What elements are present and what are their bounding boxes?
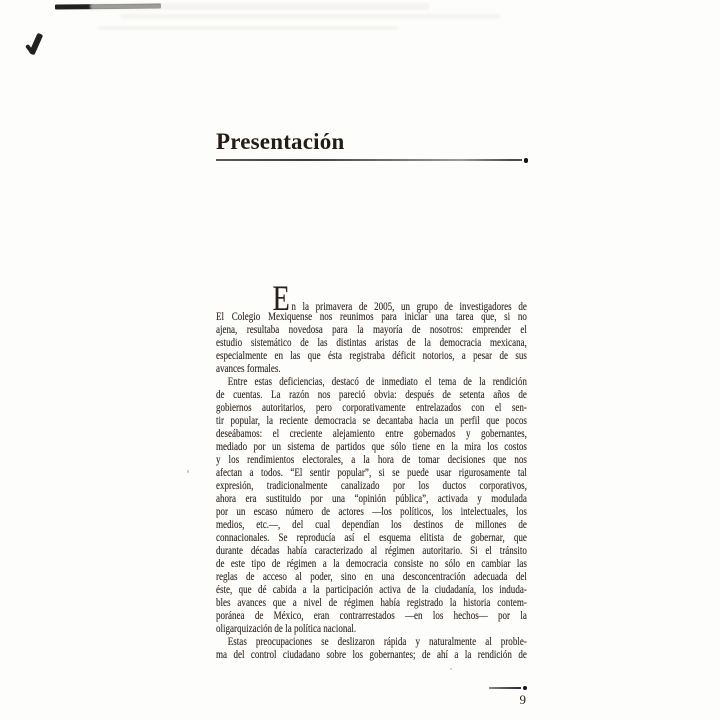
text-line: de este tipo de régimen a la democracia consiste no sólo en cambiar las bbox=[216, 557, 527, 570]
text-line: especialmente en las que ésta registraba déficit notorios, a pesar de sus bbox=[216, 349, 527, 362]
text-line: de cuentas. La razón nos pareció obvia: después de setenta años de bbox=[216, 388, 527, 401]
text-line: connacionales. Se reproducía así el esquema elitista de gobernar, que bbox=[216, 531, 527, 544]
title-rule-line bbox=[216, 159, 522, 161]
footer-rule bbox=[489, 686, 527, 690]
text-line: deseábamos: el creciente alejamiento entre gobernados y gobernantes, bbox=[216, 427, 527, 440]
drop-cap: E bbox=[272, 277, 290, 318]
text-line: ma del control ciudadano sobre los gobernantes; de ahí a la rendición de bbox=[216, 648, 527, 661]
scan-bleed-through bbox=[90, 3, 430, 10]
text-line: reglas de acceso al poder, sino en una desconcentración adecuada del bbox=[216, 570, 527, 583]
text-line: Estas preocupaciones se deslizaron rápida y naturalmente al proble- bbox=[227, 635, 527, 648]
text-line: oligarquización de la política nacional. bbox=[216, 622, 357, 635]
paragraph bbox=[216, 376, 527, 636]
text-line: bles avances que a nivel de régimen había registrado la historia contem- bbox=[216, 596, 527, 609]
text-line: éste, que dé cabida a la participación activa de la ciudadanía, los induda- bbox=[216, 583, 527, 596]
text-line: durante décadas había caracterizado al régimen autoritario. Si el tránsito bbox=[216, 544, 527, 557]
text-line: Entre estas deficiencias, destacó de inmediato el tema de la rendición bbox=[227, 375, 527, 388]
footer-rule-end-dot bbox=[523, 686, 527, 690]
text-line: ajena, resultaba novedosa para la mayoría de nosotros: emprender el bbox=[216, 323, 527, 336]
text-line: mediado por un sistema de partidos que sólo tiene en la mira los costos bbox=[216, 440, 527, 453]
title-rule bbox=[216, 158, 528, 163]
scan-bleed-through bbox=[98, 26, 398, 30]
page-number: 9 bbox=[519, 692, 526, 707]
text-line: por un escaso número de actores —los políticos, los intelectuales, los bbox=[216, 505, 527, 518]
page-title: Presentación bbox=[216, 129, 345, 154]
page-footer bbox=[489, 686, 527, 708]
text-column bbox=[216, 130, 528, 662]
text-line: y los rendimientos electorales, a la hora de tomar decisiones que nos bbox=[216, 453, 527, 466]
scan-bleed-through bbox=[120, 14, 500, 19]
text-line: El Colegio Mexiquense nos reunimos para iniciar una tarea que, si no bbox=[216, 310, 527, 323]
text-line: avances formales. bbox=[216, 362, 281, 375]
text-line: medios, etc.—, del cual dependían los destinos de millones de bbox=[216, 518, 527, 531]
text-line: estudio sistemático de las distintas aristas de la democracia mexicana, bbox=[216, 336, 527, 349]
text-line: afectan a todos. “El sentir popular”, si se puede usar rigurosamente tal bbox=[216, 466, 527, 479]
body-text bbox=[216, 277, 527, 662]
text-line: poránea de México, eran contrarrestados —en los hechos— por la bbox=[216, 609, 527, 622]
text-line: expresión, tradicionalmente canalizado por los ductos corporativos, bbox=[216, 479, 527, 492]
scan-speck bbox=[187, 470, 189, 473]
text-line: ahora era sustituido por una “opinión pública”, activada y modulada bbox=[216, 492, 527, 505]
text-line: tir popular, la reciente democracia se decantaba hacia un perfil que pocos bbox=[216, 414, 527, 427]
title-rule-end-dot bbox=[524, 158, 529, 163]
scan-speck bbox=[450, 668, 452, 670]
footer-rule-line bbox=[489, 687, 521, 689]
text-line: gobiernos autoritarios, pero corporativamente entrelazados con el sen- bbox=[216, 401, 527, 414]
paragraph bbox=[216, 277, 527, 376]
paragraph bbox=[216, 636, 527, 662]
text-line: En la primavera de 2005, un grupo de investigadores de bbox=[272, 277, 527, 318]
